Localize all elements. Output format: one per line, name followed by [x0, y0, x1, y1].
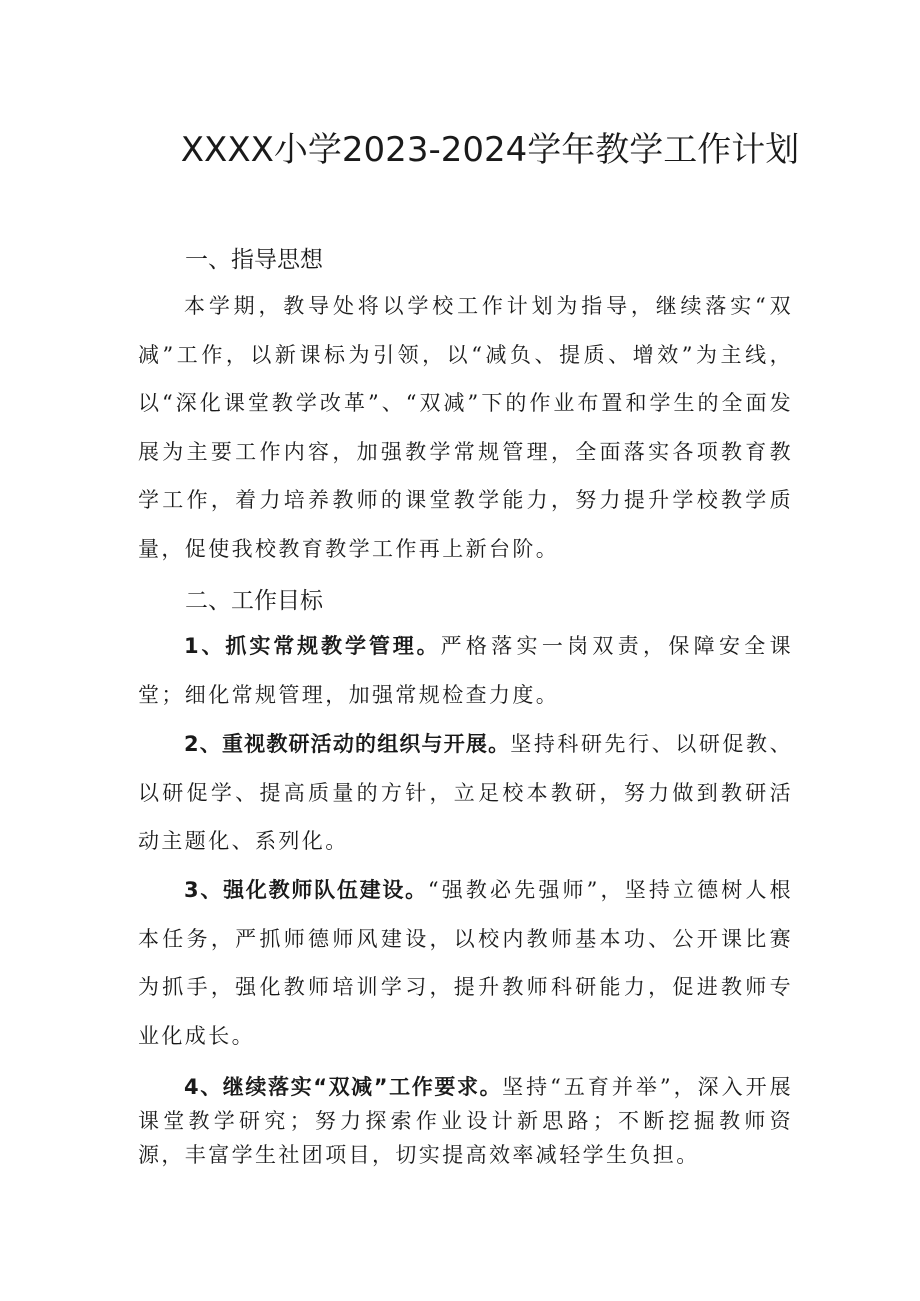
- work-goal-text: 严格落实一岗双责，保障安全课堂；细化常规管理，加强常规检查力度。: [138, 634, 793, 707]
- section-heading-work-goals: 二、工作目标: [185, 588, 323, 614]
- section-heading-guiding-ideology: 一、指导思想: [185, 247, 323, 273]
- work-goal-lead: 4、继续落实“双减”工作要求。: [184, 1075, 503, 1099]
- work-goal-item-1: [138, 622, 793, 719]
- work-goal-text: 坚持“五育并举”，深入开展课堂教学研究；努力探索作业设计新思路；不断挖掘教师资源，丰富学生社团项目，切实提高效率减轻学生负担。: [138, 1075, 794, 1167]
- work-goal-lead: 1、抓实常规教学管理。: [184, 634, 441, 658]
- work-goal-lead: 2、重视教研活动的组织与开展。: [184, 732, 511, 756]
- work-goal-item-2: [138, 720, 793, 866]
- document-title: XXXX小学2023-2024学年教学工作计划: [180, 130, 800, 170]
- work-goal-item-3: [138, 866, 793, 1060]
- work-goal-text: 坚持科研先行、以研促教、以研促学、提高质量的方针，立足校本教研，努力做到教研活动主题化、系列化。: [138, 732, 793, 853]
- work-goal-item-4: [138, 1070, 793, 1172]
- guiding-ideology-paragraph: [138, 282, 793, 573]
- work-goal-text: “强教必先强师”，坚持立德树人根本任务，严抓师德师风建设，以校内教师基本功、公开课比赛为抓手，强化教师培训学习，提升教师科研能力，促进教师专业化成长。: [138, 878, 793, 1048]
- guiding-ideology-text: 本学期，教导处将以学校工作计划为指导，继续落实“双减”工作，以新课标为引领，以“减负、提质、增效”为主线，以“深化课堂教学改革”、“双减”下的作业布置和学生的全面发展为主要工作内容，加强教学常规管理，全面落实各项教育教学工作，着力培养教师的课堂教学能力，努力提升学校教学质量，促使我校教育教学工作再上新台阶。: [138, 294, 793, 561]
- work-goal-lead: 3、强化教师队伍建设。: [184, 878, 428, 902]
